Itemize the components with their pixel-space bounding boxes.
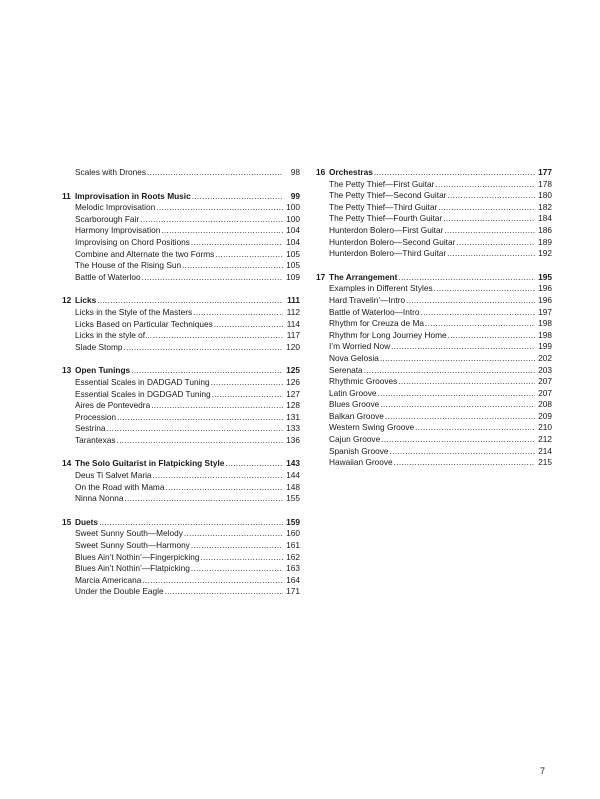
- chapter-page-number: 177: [538, 167, 552, 177]
- toc-chapter: [62, 365, 300, 446]
- entry-page-number: 105: [286, 248, 300, 259]
- entry-title: The House of the Rising Sun: [75, 260, 182, 271]
- entry-page-number: 197: [538, 306, 552, 317]
- toc-entry: [62, 563, 300, 575]
- dot-leader: [398, 376, 535, 388]
- toc-entry: [62, 260, 300, 272]
- chapter-title: [62, 458, 224, 470]
- entry-title: On the Road with Mama: [75, 481, 165, 492]
- toc-entry: [62, 389, 300, 401]
- entry-page-number: 109: [286, 271, 300, 282]
- dot-leader: [380, 353, 535, 365]
- toc-entry: [316, 213, 552, 225]
- chapter-page-number: 125: [286, 365, 300, 376]
- dot-leader: [385, 411, 535, 423]
- dot-leader: [225, 458, 283, 470]
- toc-entry: [62, 493, 300, 505]
- entry-page-number: 144: [286, 470, 300, 481]
- dot-leader: [456, 237, 535, 249]
- entry-page-number: 210: [538, 422, 552, 433]
- entry-title: Licks Based on Particular Techniques: [75, 318, 213, 329]
- toc-entry: [316, 330, 552, 342]
- entry-title: The Petty Thief—Fourth Guitar: [329, 213, 443, 224]
- entry-title: Blues Ain’t Nothin’—Fingerpicking: [75, 551, 200, 562]
- chapter-title: [62, 191, 191, 203]
- dot-leader: [434, 283, 535, 295]
- toc-entry: [62, 412, 300, 424]
- toc-entry: [316, 190, 552, 202]
- dot-leader: [99, 517, 283, 529]
- dot-leader: [191, 237, 283, 249]
- entry-page-number: 114: [286, 318, 300, 329]
- entry-page-number: 202: [538, 352, 552, 363]
- toc-entry: [316, 457, 552, 469]
- toc-entry: [316, 179, 552, 191]
- entry-page-number: 100: [286, 213, 300, 224]
- chapter-heading: [316, 167, 552, 179]
- dot-leader: [390, 446, 536, 458]
- toc-entry: [316, 422, 552, 434]
- toc-entry: [62, 377, 300, 389]
- dot-leader: [364, 365, 535, 377]
- entry-page-number: 163: [286, 563, 300, 574]
- dot-leader: [381, 434, 535, 446]
- entry-title: Harmony Improvisation: [75, 225, 161, 236]
- entry-page-number: 162: [286, 551, 300, 562]
- chapter-number: 15: [62, 516, 72, 527]
- toc-entry: [62, 225, 300, 237]
- dot-leader: [398, 272, 535, 284]
- toc-chapter: [62, 191, 300, 284]
- chapter-number: 12: [62, 295, 72, 306]
- entry-page-number: 127: [286, 388, 300, 399]
- chapter-title: [62, 365, 130, 377]
- toc-entry: [316, 202, 552, 214]
- entry-title: Ninna Nonna: [75, 493, 124, 504]
- entry-title: I’m Worried Now: [329, 341, 391, 352]
- chapter-title: [62, 517, 98, 529]
- entry-title: Tarantexas: [75, 434, 116, 445]
- toc-entry: [316, 295, 552, 307]
- entry-page-number: 105: [286, 260, 300, 271]
- toc-left-column: [62, 167, 300, 610]
- toc-entry: [62, 575, 300, 587]
- dot-leader: [156, 202, 283, 214]
- toc-entry: [316, 411, 552, 423]
- dot-leader: [151, 400, 283, 412]
- chapter-number: 14: [62, 458, 72, 469]
- entry-page-number: 178: [538, 178, 552, 189]
- entry-page-number: 131: [286, 411, 300, 422]
- chapter-page-number: 111: [287, 295, 300, 306]
- entry-title: Combine and Alternate the two Forms: [75, 248, 215, 259]
- dot-leader: [106, 423, 283, 435]
- toc-entry: [316, 399, 552, 411]
- entry-page-number: 209: [538, 410, 552, 421]
- dot-leader: [193, 307, 283, 319]
- entry-title: Balkan Groove: [329, 410, 384, 421]
- entry-page-number: 112: [286, 306, 300, 317]
- dot-leader: [165, 586, 283, 598]
- entry-title: Hawaiian Groove: [329, 457, 393, 468]
- dot-leader: [212, 389, 283, 401]
- dot-leader: [211, 377, 283, 389]
- entry-page-number: 207: [538, 387, 552, 398]
- entry-page-number: 203: [538, 364, 552, 375]
- dot-leader: [444, 225, 535, 237]
- dot-leader: [435, 179, 535, 191]
- chapter-page-number: 159: [286, 516, 300, 527]
- dot-leader: [391, 341, 535, 353]
- dot-leader: [394, 457, 535, 469]
- entry-page-number: 207: [538, 376, 552, 387]
- chapter-title-text: The Solo Guitarist in Flatpicking Style: [75, 458, 225, 469]
- entry-title: Nova Gelosia: [329, 352, 379, 363]
- entry-title: Scales with Drones: [75, 167, 147, 177]
- toc-entry: [62, 586, 300, 598]
- toc-entry: [62, 272, 300, 284]
- toc-entry: [316, 307, 552, 319]
- chapter-number: 16: [316, 167, 326, 177]
- chapter-title: [316, 272, 397, 284]
- entry-page-number: 189: [538, 236, 552, 247]
- toc-entry: [62, 214, 300, 226]
- toc-chapter: [316, 167, 552, 260]
- dot-leader: [448, 330, 535, 342]
- toc-chapter: [62, 517, 300, 598]
- chapter-title-text: The Arrangement: [329, 271, 398, 282]
- entry-page-number: 160: [286, 528, 300, 539]
- toc-chapter: [62, 167, 300, 179]
- chapter-page-number: 143: [286, 458, 300, 469]
- entry-title: Spanish Groove: [329, 445, 389, 456]
- toc-entry: [62, 202, 300, 214]
- entry-title: Serenata: [329, 364, 363, 375]
- entry-title: Examples in Different Styles: [329, 283, 433, 294]
- dot-leader: [142, 272, 283, 284]
- toc-chapter: [62, 458, 300, 504]
- entry-title: The Petty Thief—Third Guitar: [329, 201, 438, 212]
- entry-title: Melodic Improvisation: [75, 202, 156, 213]
- entry-page-number: 214: [538, 445, 552, 456]
- toc-chapter: [62, 295, 300, 353]
- chapter-number: 13: [62, 365, 72, 376]
- chapter-heading: [62, 517, 300, 529]
- entry-page-number: 104: [286, 225, 300, 236]
- dot-leader: [192, 191, 283, 203]
- entry-page-number: 117: [286, 330, 300, 341]
- dot-leader: [415, 422, 535, 434]
- dot-leader: [161, 225, 283, 237]
- entry-page-number: 215: [538, 457, 552, 468]
- dot-leader: [214, 319, 283, 331]
- entry-title: Deus Ti Salvet Maria: [75, 470, 152, 481]
- toc-entry: [316, 376, 552, 388]
- chapter-title: [316, 167, 373, 179]
- toc-chapter: [316, 272, 552, 469]
- entry-title: Improvising on Chord Positions: [75, 236, 190, 247]
- entry-page-number: 184: [538, 213, 552, 224]
- toc-entry: [62, 540, 300, 552]
- entry-page-number: 182: [538, 201, 552, 212]
- entry-title: Licks in the Style of the Masters: [75, 306, 193, 317]
- entry-page-number: 136: [286, 434, 300, 445]
- dot-leader: [406, 295, 535, 307]
- toc-entry: [62, 319, 300, 331]
- toc-entry: [62, 342, 300, 354]
- toc-entry: [316, 318, 552, 330]
- dot-leader: [447, 248, 535, 260]
- toc-entry: [62, 482, 300, 494]
- entry-title: Blues Groove: [329, 399, 380, 410]
- entry-page-number: 208: [538, 399, 552, 410]
- dot-leader: [378, 388, 535, 400]
- entry-title: Rhythm for Creuza de Ma: [329, 318, 424, 329]
- entry-page-number: 164: [286, 574, 300, 585]
- dot-leader: [182, 260, 283, 272]
- entry-page-number: 100: [286, 202, 300, 213]
- dot-leader: [191, 540, 283, 552]
- chapter-heading: [62, 365, 300, 377]
- toc-entry: [62, 167, 300, 179]
- dot-leader: [421, 307, 535, 319]
- entry-page-number: 155: [286, 493, 300, 504]
- entry-title: Procession: [75, 411, 117, 422]
- entry-page-number: 104: [286, 236, 300, 247]
- entry-page-number: 161: [286, 540, 300, 551]
- entry-page-number: 148: [286, 481, 300, 492]
- chapter-title-text: Improvisation in Roots Music: [75, 190, 191, 201]
- entry-page-number: 180: [538, 190, 552, 201]
- toc-entry: [62, 249, 300, 261]
- toc-entry: [316, 225, 552, 237]
- chapter-title-text: Duets: [75, 516, 99, 527]
- entry-page-number: 199: [538, 341, 552, 352]
- dot-leader: [97, 295, 283, 307]
- toc-entry: [316, 353, 552, 365]
- chapter-title-text: Open Tunings: [75, 365, 131, 376]
- dot-leader: [438, 202, 535, 214]
- entry-page-number: 196: [538, 283, 552, 294]
- dot-leader: [117, 412, 283, 424]
- entry-page-number: 198: [538, 318, 552, 329]
- entry-page-number: 171: [286, 586, 300, 597]
- dot-leader: [425, 318, 535, 330]
- entry-title: Cajun Groove: [329, 434, 381, 445]
- entry-page-number: 212: [538, 434, 552, 445]
- chapter-page-number: 195: [538, 271, 552, 282]
- chapter-heading: [316, 272, 552, 284]
- toc-entry: [62, 552, 300, 564]
- entry-title: Hunterdon Bolero—Third Guitar: [329, 248, 447, 259]
- toc-entry: [62, 330, 300, 342]
- entry-title: Latin Groove: [329, 387, 377, 398]
- entry-title: Blues Ain’t Nothin’—Flatpicking: [75, 563, 190, 574]
- entry-page-number: 198: [538, 329, 552, 340]
- entry-title: Hard Travelin’—Intro: [329, 294, 406, 305]
- entry-title: The Petty Thief—First Guitar: [329, 178, 435, 189]
- entry-title: Western Swing Groove: [329, 422, 415, 433]
- toc-entry: [316, 388, 552, 400]
- dot-leader: [380, 399, 535, 411]
- toc-entry: [316, 434, 552, 446]
- entry-page-number: 192: [538, 248, 552, 259]
- toc-entry: [62, 307, 300, 319]
- entry-title: Rhythm for Long Journey Home: [329, 329, 447, 340]
- toc-entry: [62, 400, 300, 412]
- entry-page-number: 186: [538, 224, 552, 235]
- entry-title: Hunterdon Bolero—Second Guitar: [329, 236, 456, 247]
- entry-page-number: 120: [286, 341, 300, 352]
- entry-title: Slade Stomp: [75, 341, 123, 352]
- chapter-title-text: Orchestras: [329, 167, 373, 177]
- chapter-page-number: 99: [290, 190, 300, 201]
- entry-page-number: 133: [286, 423, 300, 434]
- entry-title: Battle of Waterloo: [75, 271, 141, 282]
- dot-leader: [165, 482, 283, 494]
- chapter-title-text: Licks: [75, 295, 97, 306]
- toc-entry: [316, 248, 552, 260]
- entry-title: Sestrina: [75, 423, 106, 434]
- toc-entry: [316, 237, 552, 249]
- toc-entry: [316, 446, 552, 458]
- dot-leader: [153, 330, 283, 342]
- dot-leader: [374, 167, 535, 179]
- entry-title: Marcia Americana: [75, 574, 142, 585]
- dot-leader: [184, 528, 283, 540]
- dot-leader: [153, 470, 283, 482]
- chapter-number: 17: [316, 271, 326, 282]
- entry-page-number: 196: [538, 294, 552, 305]
- dot-leader: [124, 342, 283, 354]
- dot-leader: [124, 493, 283, 505]
- toc-entry: [62, 470, 300, 482]
- chapter-title: [62, 295, 96, 307]
- dot-leader: [117, 435, 283, 447]
- dot-leader: [443, 213, 535, 225]
- dot-leader: [142, 575, 283, 587]
- entry-title: Aires de Pontevedra: [75, 400, 151, 411]
- dot-leader: [191, 563, 283, 575]
- entry-title: Scarborough Fair: [75, 213, 140, 224]
- toc-entry: [62, 423, 300, 435]
- dot-leader: [201, 552, 283, 564]
- entry-page-number: 98: [290, 167, 300, 177]
- toc-entry: [316, 365, 552, 377]
- entry-page-number: 126: [286, 376, 300, 387]
- entry-page-number: 128: [286, 400, 300, 411]
- chapter-heading: [62, 295, 300, 307]
- dot-leader: [131, 365, 283, 377]
- entry-title: Battle of Waterloo—Intro: [329, 306, 420, 317]
- entry-title: The Petty Thief—Second Guitar: [329, 190, 447, 201]
- dot-leader: [447, 190, 535, 202]
- toc-entry: [62, 435, 300, 447]
- toc-entry: [62, 528, 300, 540]
- chapter-heading: [62, 191, 300, 203]
- page-number: 7: [540, 766, 546, 776]
- entry-title: Sweet Sunny South—Harmony: [75, 540, 190, 551]
- chapter-number: 11: [62, 190, 71, 201]
- toc-entry: [316, 283, 552, 295]
- toc-entry: [316, 341, 552, 353]
- entry-title: Essential Scales in DGDGAD Tuning: [75, 388, 211, 399]
- entry-title: Under the Double Eagle: [75, 586, 164, 597]
- dot-leader: [215, 249, 283, 261]
- toc-entry: [62, 237, 300, 249]
- chapter-heading: [62, 458, 300, 470]
- entry-title: Rhythmic Grooves: [329, 376, 398, 387]
- dot-leader: [140, 214, 283, 226]
- entry-title: Sweet Sunny South—Melody: [75, 528, 183, 539]
- entry-title: Hunterdon Bolero—First Guitar: [329, 224, 444, 235]
- dot-leader: [147, 167, 283, 179]
- entry-title: Licks in the style of...: [75, 330, 153, 341]
- toc-right-column: [316, 167, 552, 481]
- entry-title: Essential Scales in DADGAD Tuning: [75, 376, 210, 387]
